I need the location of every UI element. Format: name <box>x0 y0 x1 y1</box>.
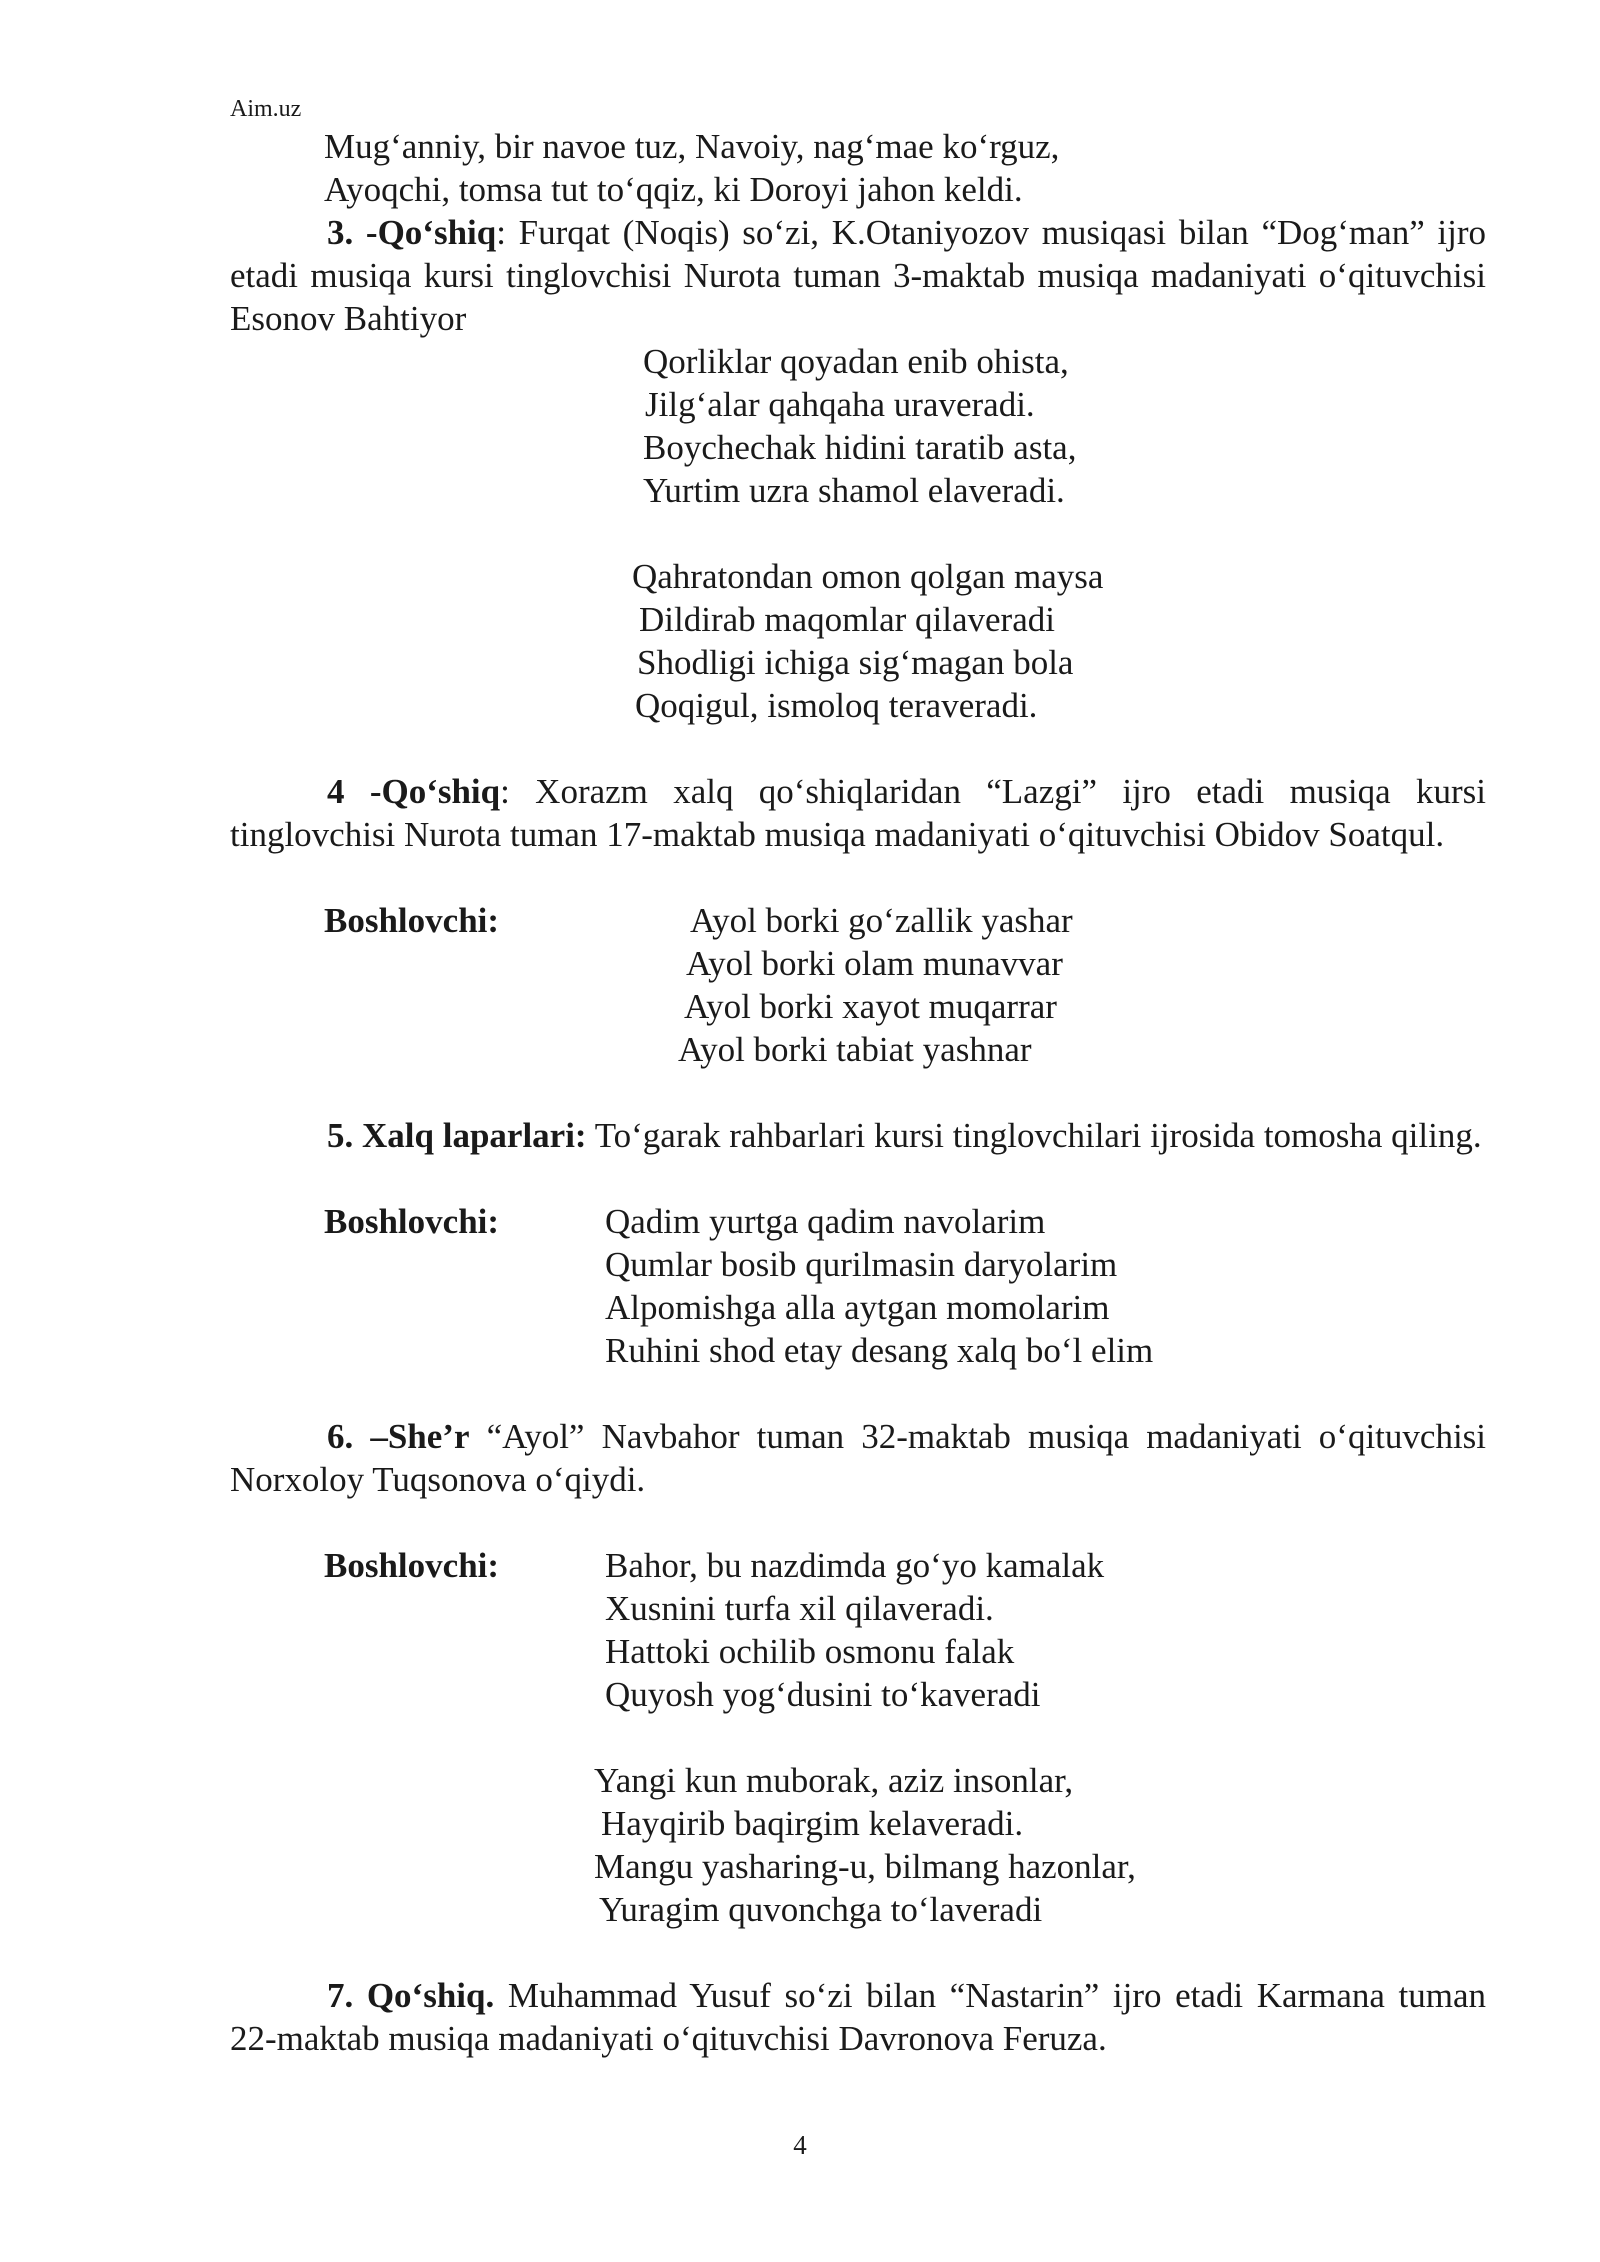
page-number: 4 <box>793 2130 807 2160</box>
verse-line: Jilg‘alar qahqaha uraveradi. <box>645 385 1035 424</box>
item-3-title: 3. -Qo‘shiq <box>327 213 497 252</box>
verse-line: Mangu yasharing-u, bilmang hazonlar, <box>594 1847 1136 1886</box>
verse-line: Dildirab maqomlar qilaveradi <box>639 600 1055 639</box>
item-5-title: 5. Xalq laparlari: <box>327 1116 587 1155</box>
verse-line: Hayqirib baqirgim kelaveradi. <box>601 1804 1024 1843</box>
verse-line: Xusnini turfa xil qilaveradi. <box>605 1589 994 1628</box>
opening-verse-line: Mug‘anniy, bir navoe tuz, Navoiy, nag‘mae ko‘rguz, <box>324 127 1060 166</box>
item-6-text: “Ayol” Navbahor tuman 32-maktab musiqa madaniyati o‘qituvchisi Norxoloy Tuqsonova o‘qiydi. <box>230 1417 1487 1499</box>
item-4-title: 4 -Qo‘shiq <box>327 772 501 811</box>
verse-line: Yangi kun muborak, aziz insonlar, <box>594 1761 1074 1800</box>
verse-line: Alpomishga alla aytgan momolarim <box>605 1288 1110 1327</box>
item-7-title: 7. Qo‘shiq. <box>327 1976 495 2015</box>
verse-line: Qorliklar qoyadan enib ohista, <box>643 342 1069 381</box>
verse-line: Ayol borki tabiat yashnar <box>678 1030 1032 1069</box>
verse-line: Ruhini shod etay desang xalq bo‘l elim <box>605 1331 1154 1370</box>
item-5-paragraph <box>230 1114 1486 1157</box>
verse-line: Qumlar bosib qurilmasin daryolarim <box>605 1245 1118 1284</box>
verse-line: Yurtim uzra shamol elaveradi. <box>643 471 1065 510</box>
opening-verse-line: Ayoqchi, tomsa tut to‘qqiz, ki Doroyi jahon keldi. <box>324 170 1023 209</box>
verse-line: Ayol borki go‘zallik yashar <box>690 901 1073 940</box>
speaker-label: Boshlovchi: <box>324 901 500 940</box>
item-3-paragraph <box>230 211 1486 340</box>
verse-line: Hattoki ochilib osmonu falak <box>605 1632 1015 1671</box>
speaker-label: Boshlovchi: <box>324 1202 500 1241</box>
verse-line: Ayol borki olam munavvar <box>686 944 1063 983</box>
site-header: Aim.uz <box>230 96 302 122</box>
verse-line: Qadim yurtga qadim navolarim <box>605 1202 1046 1241</box>
speaker-label: Boshlovchi: <box>324 1546 500 1585</box>
verse-line: Yuragim quvonchga to‘laveradi <box>599 1890 1043 1929</box>
item-7-text: Muhammad Yusuf so‘zi bilan “Nastarin” ijro etadi Karmana tuman 22-maktab musiqa madaniyati o‘qituvchisi Davronova Feruza. <box>230 1976 1487 2058</box>
verse-line: Shodligi ichiga sig‘magan bola <box>637 643 1074 682</box>
item-5-text: To‘garak rahbarlari kursi tinglovchilari ijrosida tomosha qiling. <box>586 1116 1482 1155</box>
verse-line: Qahratondan omon qolgan maysa <box>632 557 1104 596</box>
verse-line: Qoqigul, ismoloq teraveradi. <box>635 686 1038 725</box>
item-6-title: 6. –She’r <box>327 1417 470 1456</box>
item-7-paragraph <box>230 1974 1486 2060</box>
item-4-paragraph <box>230 770 1486 856</box>
item-3-text: : Furqat (Noqis) so‘zi, K.Otaniyozov musiqasi bilan “Dog‘man” ijro etadi musiqa kursi tinglovchisi Nurota tuman 3-maktab musiqa madaniyati o‘qituvchisi Esonov Bahtiyor <box>230 213 1487 338</box>
verse-line: Quyosh yog‘dusini to‘kaveradi <box>605 1675 1041 1714</box>
verse-line: Boychechak hidini taratib asta, <box>643 428 1077 467</box>
verse-line: Ayol borki xayot muqarrar <box>684 987 1057 1026</box>
item-4-text: : Xorazm xalq qo‘shiqlaridan “Lazgi” ijro etadi musiqa kursi tinglovchisi Nurota tuman 17-maktab musiqa madaniyati o‘qituvchisi Obidov Soatqul. <box>230 772 1486 854</box>
verse-line: Bahor, bu nazdimda go‘yo kamalak <box>605 1546 1105 1585</box>
item-6-paragraph <box>230 1415 1486 1501</box>
